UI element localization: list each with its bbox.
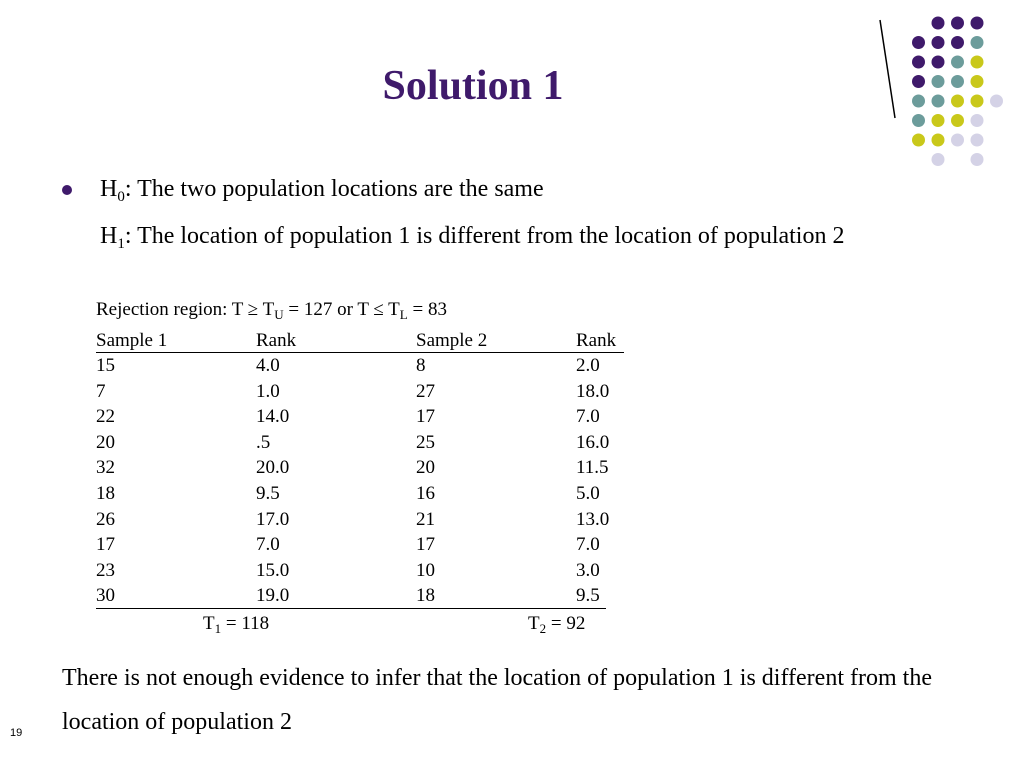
- decorative-dot: [951, 95, 964, 108]
- table-row: 22 14.0 17 7.0: [96, 406, 600, 428]
- table-row: 17 7.0 17 7.0: [96, 534, 600, 556]
- header-sample-2: Sample 2: [416, 330, 576, 353]
- rank-table: [96, 330, 624, 609]
- table-row: 7 1.0 27 18.0: [96, 380, 610, 402]
- decorative-dot: [912, 36, 925, 49]
- table-row: 26 17.0 21 13.0: [96, 508, 610, 530]
- header-rank-2: Rank: [576, 330, 624, 353]
- table-divider: [96, 608, 606, 609]
- decorative-dot: [951, 36, 964, 49]
- conclusion-text: There is not enough evidence to infer that the location of population 1 is different from the location of population 2: [62, 665, 932, 735]
- null-hypothesis: $H_0$: The two population locations are the same: [62, 170, 962, 211]
- slide-title: Solution 1: [382, 63, 564, 109]
- decorative-dot: [951, 17, 964, 30]
- decorative-dot: [932, 17, 945, 30]
- rank-sum-t1: $T_1 = 118$: [203, 613, 270, 636]
- rank-sum-t2: $T_2 = 92$: [528, 613, 586, 636]
- decorative-dot: [932, 36, 945, 49]
- table-row: 30 19.0 18 9.5: [96, 585, 600, 607]
- header-sample-1: Sample 1: [96, 330, 256, 353]
- bullet-icon: [62, 185, 72, 195]
- hypotheses-block: [62, 170, 962, 258]
- table-row: 15 4.0 8 2.0: [96, 355, 600, 376]
- table-row: 20 .5 25 16.0: [96, 431, 610, 453]
- decorative-dot: [912, 134, 925, 147]
- decorative-dot: [971, 56, 984, 69]
- decorative-dot: [971, 153, 984, 166]
- table-row: 32 20.0 20 11.5: [96, 457, 609, 479]
- decorative-dot: [951, 114, 964, 127]
- decorative-dot: [932, 134, 945, 147]
- rejection-region: Rejection region: $T \ge T_U = 127$ or $T \le T_L = 83$: [96, 299, 447, 322]
- table-header-row: [96, 330, 624, 353]
- decorative-dot: [971, 134, 984, 147]
- table-row: 18 9.5 16 5.0: [96, 482, 600, 504]
- decorative-dot: [971, 75, 984, 88]
- table-row: 23 15.0 10 3.0: [96, 559, 600, 581]
- header-rank-1: Rank: [256, 330, 416, 353]
- decorative-dot: [971, 114, 984, 127]
- decorative-dot: [932, 114, 945, 127]
- decorative-dot: [951, 134, 964, 147]
- decorative-dot: [951, 75, 964, 88]
- decorative-dot: [932, 153, 945, 166]
- decorative-dot: [951, 56, 964, 69]
- decorative-dot: [971, 95, 984, 108]
- alternative-hypothesis: $H_1$: The location of population 1 is different from the location of population 2: [100, 223, 845, 252]
- decorative-dot: [971, 36, 984, 49]
- decorative-dot: [912, 114, 925, 127]
- decorative-dot: [990, 95, 1003, 108]
- slide-number: 19: [10, 727, 23, 739]
- decorative-dot: [971, 17, 984, 30]
